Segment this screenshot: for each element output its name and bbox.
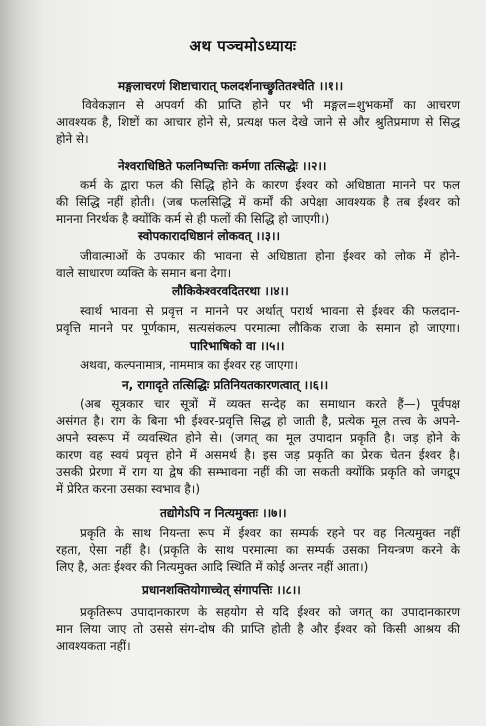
sutra-5: पारिभाषिको वा ।।५।। — [190, 339, 285, 353]
sutra-6: न, रागादृते तत्सिद्धिः प्रतिनियतकारणत्वात् ।।६।। — [122, 378, 329, 392]
chapter-title: अथ पञ्चमोऽध्यायः — [189, 37, 297, 55]
sutra-4: लौकिकेश्वरवदितरथा ।।४।। — [172, 284, 289, 298]
sutra-2: नेश्वराधिष्ठिते फलनिष्पत्तिः कर्मणा तत्सिद्धेः ।।२।। — [118, 159, 327, 173]
commentary-line: विवेकज्ञान से अपवर्ग की प्राप्ति होने पर भी मङ्गल=शुभकर्मों का आचरण — [82, 98, 460, 112]
commentary-line: रहता, ऐसा नहीं है। (प्रकृति के साथ परमात्मा का सम्पर्क उसका नियन्त्रण करने के — [56, 543, 460, 557]
commentary-line: में प्रेरित करना उसका स्वभाव है।) — [56, 482, 200, 496]
commentary-line: जीवात्माओं के उपकार की भावना से अधिष्ठाता होना ईश्वर को लोक में होने- — [80, 249, 460, 263]
commentary-line: की सिद्धि नहीं होती। (जब फलसिद्धि में कर्मों की अपेक्षा आवश्यक है तब ईश्वर को — [56, 195, 460, 209]
commentary-line: मानना निरर्थक है क्योंकि कर्म से ही फलों की सिद्धि हो जाएगी।) — [56, 212, 330, 226]
sutra-1: मङ्गलाचरणं शिष्टाचारात् फलदर्शनाच्छ्रुतितश्चेति ।।१।। — [118, 79, 344, 93]
commentary-line: प्रकृति के साथ नियन्ता रूप में ईश्वर का सम्पर्क रहने पर वह नित्यमुक्त नहीं — [80, 526, 460, 540]
commentary-line: असंगत है। राग के बिना भी ईश्वर-प्रवृत्ति सिद्ध हो जाती है, प्रत्येक मूल तत्त्व के अपने- — [56, 414, 460, 428]
commentary-line: प्रकृतिरूप उपादानकारण के सहयोग से यदि ईश्वर को जगत् का उपादानकारण — [80, 605, 460, 619]
commentary-line: उसकी प्रेरणा में राग या द्वेष की सम्भावना नहीं की जा सकती क्योंकि प्रकृति को जगद्रूप — [56, 465, 460, 479]
commentary-line: वाले साधारण व्यक्ति के समान बना देगा। — [56, 266, 232, 280]
commentary-line: लिए है, अतः ईश्वर की नित्यमुक्त आदि स्थिति में कोई अन्तर नहीं आता।) — [56, 560, 369, 574]
commentary-line: मान लिया जाए तो उससे संग-दोष की प्राप्ति होती है और ईश्वर को किसी आश्रय की — [56, 622, 460, 636]
sutra-8: प्रधानशक्तियोगाच्चेत् संगापत्तिः ।।८।। — [142, 583, 301, 597]
commentary-line: कर्म के द्वारा फल की सिद्धि होने के कारण ईश्वर को अधिष्ठाता मानने पर फल — [80, 178, 460, 192]
commentary-line: कारण वह स्वयं प्रवृत्त होने में असमर्थ है। इस जड़ प्रकृति का प्रेरक चेतन ईश्वर है। — [56, 448, 460, 462]
commentary-line: (अब सूत्रकार चार सूत्रों में व्यक्त सन्देह का समाधान करते हैं—) पूर्वपक्ष — [80, 397, 460, 411]
commentary-line: स्वार्थ भावना से प्रवृत्त न मानने पर अर्थात् परार्थ भावना से ईश्वर की फलदान- — [80, 304, 460, 318]
sutra-3: स्वोपकारादधिष्ठानं लोकवत् ।।३।। — [138, 229, 281, 243]
commentary-line: आवश्यक है, शिष्टों का आचार होने से, प्रत्यक्ष फल देखे जाने से और श्रुतिप्रमाण से सिद्ध — [56, 115, 460, 129]
sutra-7: तद्योगेऽपि न नित्यमुक्तः ।।७।। — [160, 506, 287, 520]
commentary-line: अपने स्वरूप में व्यवस्थित होने से। (जगत् का मूल उपादान प्रकृति है। जड़ होने के — [56, 431, 460, 445]
commentary-line: आवश्यकता नहीं। — [56, 639, 131, 653]
commentary-line: अथवा, कल्पनामात्र, नाममात्र का ईश्वर रह जाएगा। — [80, 358, 299, 372]
commentary-line: होने से। — [56, 132, 89, 146]
commentary-line: प्रवृत्ति मानने पर पूर्णकाम, सत्यसंकल्प परमात्मा लौकिक राजा के समान हो जाएगा। — [56, 321, 460, 335]
